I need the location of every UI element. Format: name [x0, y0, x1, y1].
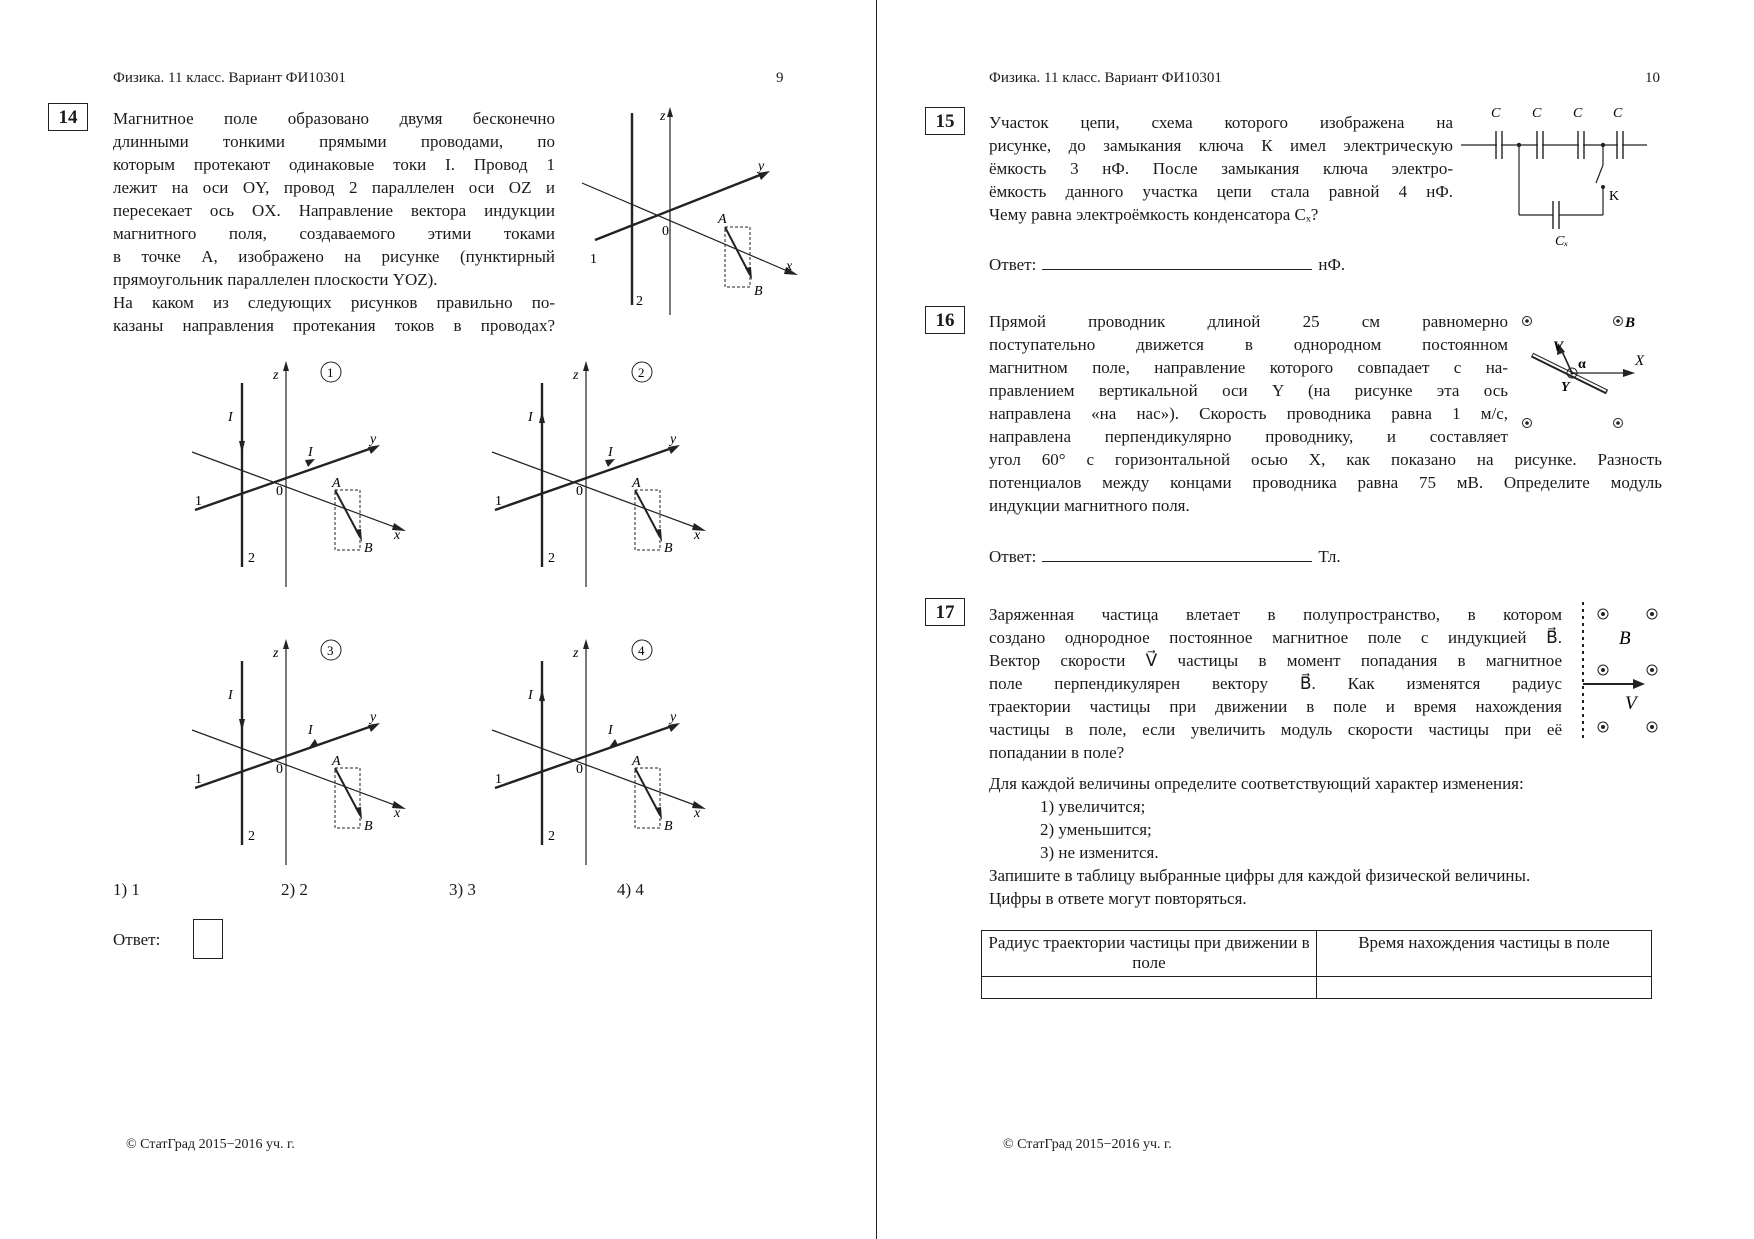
svg-text:4: 4 — [638, 643, 645, 658]
svg-text:2: 2 — [636, 294, 643, 309]
svg-text:1: 1 — [590, 252, 597, 267]
svg-text:3: 3 — [327, 643, 334, 658]
q17-note: Запишите в таблицу выбранные цифры для каждой физической величины. Цифры в ответе могут повторяться. — [989, 866, 1531, 908]
svg-text:α: α — [1578, 357, 1586, 372]
svg-text:0: 0 — [276, 762, 283, 777]
svg-text:A: A — [632, 476, 641, 491]
svg-text:I: I — [308, 445, 313, 460]
svg-text:K: K — [1609, 189, 1620, 204]
svg-text:1: 1 — [195, 772, 202, 787]
q14-text — [113, 107, 555, 337]
q15-circuit-figure — [1459, 103, 1654, 253]
svg-text:x: x — [394, 528, 401, 543]
svg-text:z: z — [573, 646, 579, 661]
svg-text:y: y — [670, 710, 677, 725]
svg-text:I: I — [228, 410, 233, 425]
q17-instruction: Для каждой величины определите соответствующий характер изменения: — [989, 774, 1524, 793]
svg-text:X: X — [1635, 353, 1645, 369]
svg-text:2: 2 — [548, 829, 555, 844]
svg-text:z: z — [573, 368, 579, 383]
variant-figure-2 — [480, 355, 720, 595]
option-1: 1) 1 — [113, 880, 140, 899]
page-number: 10 — [1645, 70, 1660, 86]
q14-main-figure — [570, 105, 810, 320]
svg-text:0: 0 — [662, 224, 669, 239]
svg-text:x: x — [786, 259, 793, 274]
answer-cell[interactable] — [982, 977, 1317, 999]
q14-line: в точке A, изображено на рисунке (пунктирный — [113, 247, 555, 266]
page-number: 9 — [776, 70, 784, 86]
q14-line: Магнитное поле образовано двумя бесконечно — [113, 109, 555, 128]
answer-label: Ответ: — [113, 930, 161, 949]
svg-text:I: I — [528, 410, 533, 425]
q15-answer: Ответ: нФ. — [989, 252, 1345, 275]
q16-figure — [1517, 305, 1652, 435]
svg-text:1: 1 — [327, 365, 334, 380]
q14-line: прямоугольник параллелен плоскости YOZ). — [113, 270, 438, 289]
table-header: Радиус траектории частицы при движении в поле — [982, 931, 1317, 977]
question-number: 15 — [925, 107, 965, 135]
svg-text:B⃗: B⃗ — [664, 541, 684, 556]
answer-cell[interactable] — [1317, 977, 1652, 999]
svg-text:B⃗: B⃗ — [754, 284, 774, 299]
svg-text:2: 2 — [248, 829, 255, 844]
svg-text:Y: Y — [1561, 380, 1570, 395]
svg-text:I: I — [528, 688, 533, 703]
svg-text:2: 2 — [248, 551, 255, 566]
page-header: Физика. 11 класс. Вариант ФИ10301 — [989, 70, 1222, 86]
svg-text:I: I — [228, 688, 233, 703]
svg-text:I: I — [308, 723, 313, 738]
svg-text:C: C — [1491, 106, 1501, 121]
svg-text:1: 1 — [495, 772, 502, 787]
option-3: 3) 3 — [449, 880, 476, 899]
svg-text:x: x — [394, 806, 401, 821]
question-number: 16 — [925, 306, 965, 334]
svg-text:y: y — [370, 432, 377, 447]
answer-box[interactable] — [193, 919, 223, 959]
svg-text:I: I — [608, 723, 613, 738]
variant-figure-4 — [480, 633, 720, 873]
option-2: 2) 2 — [281, 880, 308, 899]
svg-text:C: C — [1613, 106, 1623, 121]
q17-choices: 1) увеличится; 2) уменьшится; 3) не изменится. — [1040, 797, 1159, 862]
q14-line: пересекает ось OX. Направление вектора индукции — [113, 201, 555, 220]
q16-answer-field[interactable] — [1042, 544, 1312, 562]
svg-text:A: A — [718, 212, 727, 227]
svg-text:B⃗: B⃗ — [664, 819, 684, 834]
q14-line: которым протекают одинаковые токи I. Провод 1 — [113, 155, 555, 174]
svg-text:B⃗: B⃗ — [364, 541, 384, 556]
q16-text-bottom: угол 60° с горизонтальной осью X, как показано на рисунке. Разность потенциалов между концами проводника равна 75 мВ. Определите модуль индукции магнитного поля. — [989, 450, 1662, 515]
q15-text: Участок цепи, схема которого изображена на рисунке, до замыкания ключа К имел электрическую ёмкость 3 нФ. После замыкания ключа электро- ёмкость данного участка цепи стала равной 4 нФ. Чему равна электроёмкость конденсатора Cₓ? — [989, 113, 1453, 224]
question-number: 14 — [48, 103, 88, 131]
svg-text:y: y — [758, 159, 765, 174]
svg-text:Cₓ: Cₓ — [1555, 234, 1569, 249]
svg-text:V⃗: V⃗ — [1553, 339, 1575, 355]
svg-text:x: x — [694, 806, 701, 821]
svg-text:0: 0 — [576, 484, 583, 499]
svg-text:B⃗: B⃗ — [1625, 315, 1647, 331]
page-header: Физика. 11 класс. Вариант ФИ10301 — [113, 70, 346, 86]
svg-text:B⃗: B⃗ — [364, 819, 384, 834]
table-header: Время нахождения частицы в поле — [1317, 931, 1652, 977]
q14-line: длинными тонкими прямыми проводами, по — [113, 132, 555, 151]
q17-figure — [1577, 598, 1662, 743]
question-number: 17 — [925, 598, 965, 626]
q15-answer-field[interactable] — [1042, 252, 1312, 270]
q14-line: лежит на оси OY, провод 2 параллелен оси OZ и — [113, 178, 555, 197]
svg-text:I: I — [608, 445, 613, 460]
page-footer: © СтатГрад 2015−2016 уч. г. — [1003, 1137, 1172, 1152]
right-page — [877, 0, 1754, 1239]
svg-text:z: z — [273, 646, 279, 661]
svg-text:y: y — [370, 710, 377, 725]
axis-z-label: z — [660, 109, 666, 124]
svg-text:2: 2 — [548, 551, 555, 566]
q14-line: На каком из следующих рисунков правильно по- — [113, 293, 555, 312]
svg-text:0: 0 — [276, 484, 283, 499]
q14-line: казаны направления протекания токов в проводах? — [113, 316, 555, 335]
option-4: 4) 4 — [617, 880, 644, 899]
q16-text-top: Прямой проводник длиной 25 см равномерно поступательно движется в однородном постоянном магнитном поле, направление которого совпадает с на- правлением вертикальной оси Y (на рисунке эта ось направлена «на нас»). Скорость проводника равна 1 м/с, направлена перпендикулярно проводнику, и составляет — [989, 312, 1508, 446]
svg-text:A: A — [332, 754, 341, 769]
svg-text:0: 0 — [576, 762, 583, 777]
svg-text:x: x — [694, 528, 701, 543]
page-footer: © СтатГрад 2015−2016 уч. г. — [126, 1137, 295, 1152]
variant-figure-3 — [180, 633, 420, 873]
svg-text:z: z — [273, 368, 279, 383]
svg-text:B⃗: B⃗ — [1619, 628, 1646, 649]
svg-text:C: C — [1532, 106, 1542, 121]
variant-figure-1 — [180, 355, 420, 595]
svg-text:C: C — [1573, 106, 1583, 121]
svg-text:1: 1 — [495, 494, 502, 509]
svg-text:y: y — [670, 432, 677, 447]
answer-table — [981, 930, 1652, 999]
svg-text:1: 1 — [195, 494, 202, 509]
q16-answer: Ответ: Тл. — [989, 544, 1341, 567]
q14-line: магнитного поля, создаваемого этими токами — [113, 224, 555, 243]
svg-text:A: A — [632, 754, 641, 769]
svg-text:V⃗: V⃗ — [1625, 693, 1652, 714]
svg-text:A: A — [332, 476, 341, 491]
svg-text:2: 2 — [638, 365, 645, 380]
q17-text: Заряженная частица влетает в полупространство, в котором создано однородное постоянное магнитное поле с индукцией B⃗. Вектор скорости V⃗ частицы в момент попадания в магнитное поле перпендикулярен вектору B⃗. Как изменятся радиус траектории частицы при движении в поле и время нахождения частицы в поле, если увеличить модуль скорости частицы при её попадании в поле? — [989, 605, 1562, 762]
